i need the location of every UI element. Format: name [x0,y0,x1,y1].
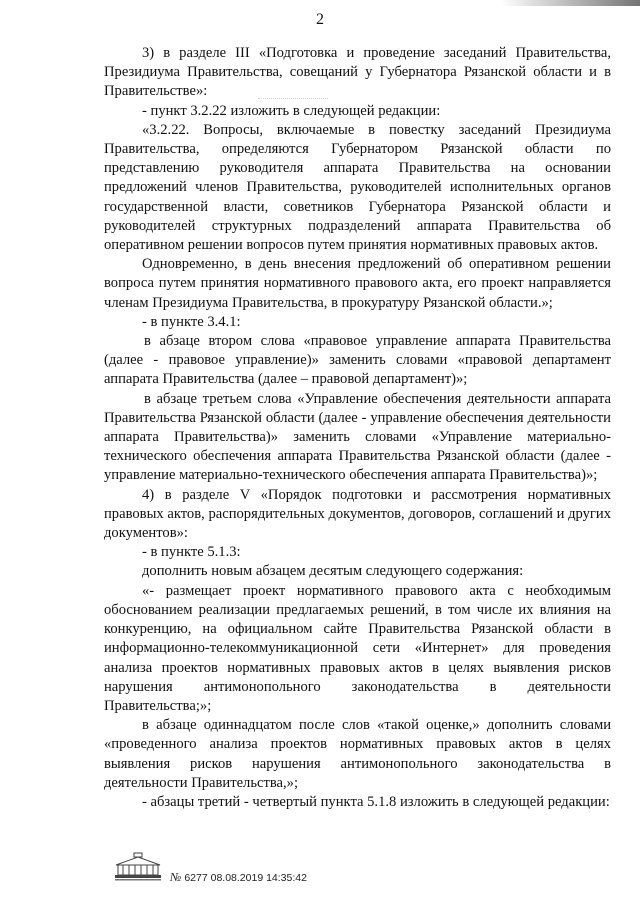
government-building-logo [113,851,163,881]
number-sign: № [170,870,182,884]
registration-number-date: 6277 08.08.2019 14:35:42 [184,872,307,884]
paragraph-third-abzats: в абзаце третьем слова «Управление обеспечения деятельности аппарата Правительства Рязанской области (далее - управление обеспечения деятельности аппарата Правительства)» заменить словами «Управление материально-технического обеспечения аппарата Правительства Рязанской области (далее - управление материально-технического обеспечения аппарата Правительства)»; [104,390,611,484]
paragraph-section-5: 4) в разделе V «Порядок подготовки и рассмотрения нормативных правовых актов, распорядительных документов, договоров, соглашений и других документов»: [104,486,611,542]
paragraph-quote-posting: «- размещает проект нормативного правового акта с необходимым обоснованием реализации предлагаемых решений, в том числе их влияния на конкуренцию, на официальном сайте Правительства Рязанской области в информационно-телекоммуникационной сети «Интернет» для проведения анализа проектов нормативных правовых актов в целях выявления рисков нарушения антимонопольного законодательства в деятельности Правительства;»; [104,582,611,714]
document-body [104,44,611,812]
paragraph-item-5-1-3: - в пункте 5.1.3: [142,544,241,561]
paragraph-quote-3-2-22: «3.2.22. Вопросы, включаемые в повестку заседаний Президиума Правительства, определяются Губернатором Рязанской области по представлению руководителя аппарата Правительства на основании предложений членов Правительства, руководителей исполнительных органов государственной власти, советников Губернатора Рязанской области и руководителей структурных подразделений аппарата Правительства об оперативном решении вопросов путем принятия нормативных правовых актов. [104,121,611,254]
paragraph-item-3-2-22: - пункт 3.2.22 изложить в следующей редакции: [142,102,441,119]
paragraph-simultaneously: Одновременно, в день внесения предложений об оперативном решении вопроса путем принятия нормативного правового акта, его проект направляется членам Президиума Правительства, в прокуратуру Рязанской области.»; [104,256,611,311]
paragraph-section-3: 3) в разделе III «Подготовка и проведение заседаний Правительства, Президиума Правительства, совещаний у Губернатора Рязанской области и в Правительстве»: [104,45,611,100]
paragraph-item-5-1-8: - абзацы третий - четвертый пункта 5.1.8 изложить в следующей редакции: [142,793,610,810]
scan-edge-shadow [500,0,640,6]
paragraph-item-3-4-1: - в пункте 3.4.1: [142,313,241,330]
registration-stamp [170,870,307,885]
paragraph-eleventh-abzats: в абзаце одиннадцатом после слов «такой оценке,» дополнить словами «проведенного анализа проектов нормативных правовых актов в целях выявления рисков нарушения антимонопольного законодательства в деятельности Правительства,»; [104,717,611,791]
paragraph-add-abzats: дополнить новым абзацем десятым следующего содержания: [142,563,524,580]
paragraph-second-abzats: в абзаце втором слова «правовое управление аппарата Правительства (далее - правовое управление)» заменить словами «правовой департамент аппарата Правительства (далее – правовой департамент)»; [104,333,611,388]
page-number: 2 [316,11,324,28]
